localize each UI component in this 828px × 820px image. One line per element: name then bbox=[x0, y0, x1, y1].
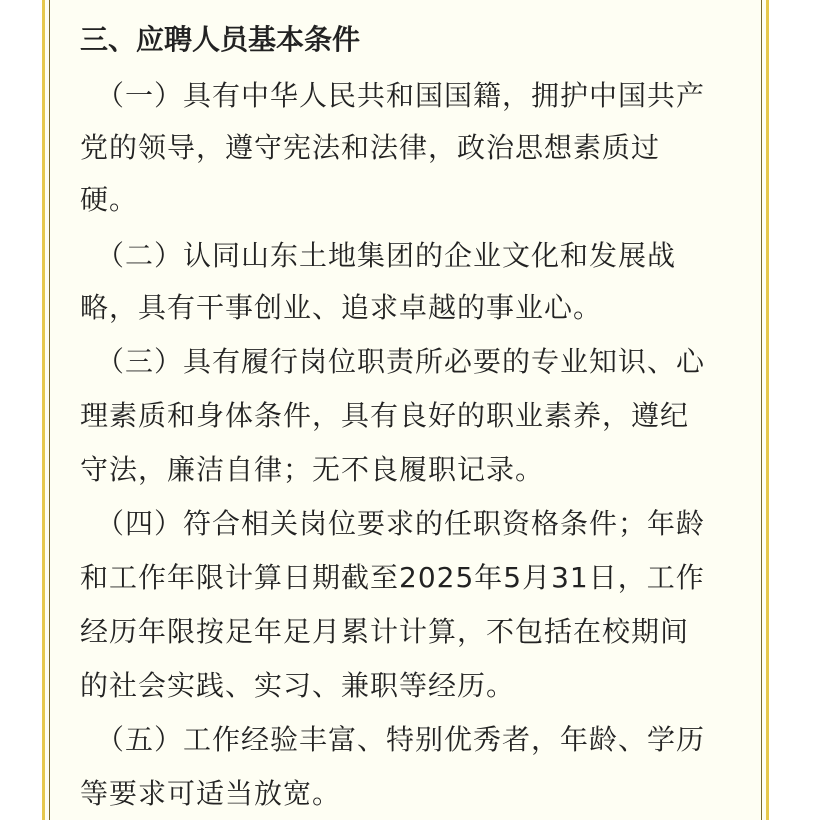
paragraph-line: 硬。 bbox=[80, 183, 139, 216]
paragraph-line: （一）具有中华人民共和国国籍，拥护中国共产 bbox=[96, 79, 706, 112]
paragraph-line: （四）符合相关岗位要求的任职资格条件；年龄 bbox=[96, 507, 706, 540]
paragraph-line: 经历年限按足年足月累计计算，不包括在校期间 bbox=[80, 615, 690, 648]
paragraph-line: 党的领导，遵守宪法和法律，政治思想素质过 bbox=[80, 131, 661, 164]
paragraph-line: 等要求可适当放宽。 bbox=[80, 777, 342, 810]
paragraph-line: 守法，廉洁自律；无不良履职记录。 bbox=[80, 453, 545, 486]
paragraph-line: 理素质和身体条件，具有良好的职业素养，遵纪 bbox=[80, 399, 690, 432]
paragraph-line: 略，具有干事创业、追求卓越的事业心。 bbox=[80, 291, 603, 324]
paragraph-line: （三）具有履行岗位职责所必要的专业知识、心 bbox=[96, 345, 706, 378]
paragraph-line: （二）认同山东土地集团的企业文化和发展战 bbox=[96, 239, 677, 272]
paragraph-line: 和工作年限计算日期截至2025年5月31日，工作 bbox=[80, 561, 705, 594]
section-heading: 三、应聘人员基本条件 bbox=[80, 23, 361, 56]
paragraph-line: （五）工作经验丰富、特别优秀者，年龄、学历 bbox=[96, 723, 706, 756]
paragraph-line: 的社会实践、实习、兼职等经历。 bbox=[80, 669, 516, 702]
